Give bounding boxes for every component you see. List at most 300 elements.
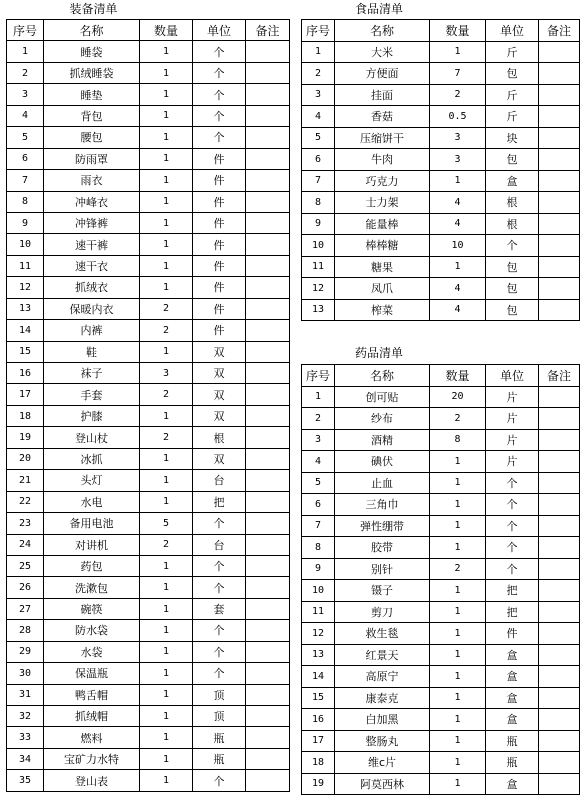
table-row bbox=[302, 192, 580, 214]
unit-cell: 包 bbox=[486, 256, 539, 278]
remark-cell bbox=[246, 577, 290, 598]
quantity-cell: 1 bbox=[140, 663, 193, 684]
medicine-table bbox=[301, 364, 580, 795]
name-cell: 对讲机 bbox=[44, 534, 140, 555]
remark-cell bbox=[246, 84, 290, 105]
table-row bbox=[302, 623, 580, 645]
unit-cell: 斤 bbox=[486, 41, 539, 63]
name-cell: 速干衣 bbox=[44, 255, 140, 276]
index-cell: 1 bbox=[7, 41, 44, 62]
remark-cell bbox=[246, 62, 290, 83]
unit-cell: 双 bbox=[193, 448, 246, 469]
quantity-cell: 5 bbox=[140, 513, 193, 534]
unit-cell: 个 bbox=[193, 577, 246, 598]
index-cell: 4 bbox=[302, 451, 335, 473]
name-cell: 高原宁 bbox=[335, 666, 430, 688]
name-cell: 保温瓶 bbox=[44, 663, 140, 684]
remark-cell bbox=[246, 491, 290, 512]
index-cell: 11 bbox=[302, 601, 335, 623]
remark-cell bbox=[246, 748, 290, 769]
quantity-cell: 2 bbox=[430, 558, 486, 580]
food-list-title: 食品清单 bbox=[354, 2, 403, 16]
remark-cell bbox=[246, 620, 290, 641]
remark-cell bbox=[539, 666, 580, 688]
quantity-cell: 1 bbox=[430, 730, 486, 752]
remark-cell bbox=[246, 170, 290, 191]
table-row bbox=[302, 84, 580, 106]
name-cell: 酒精 bbox=[335, 429, 430, 451]
table-header-row bbox=[7, 20, 290, 41]
remark-cell bbox=[539, 278, 580, 300]
table-row bbox=[302, 644, 580, 666]
index-cell: 10 bbox=[302, 235, 335, 257]
name-cell: 备用电池 bbox=[44, 513, 140, 534]
table-row bbox=[7, 513, 290, 534]
table-row bbox=[7, 255, 290, 276]
index-cell: 13 bbox=[302, 299, 335, 321]
index-cell: 33 bbox=[7, 727, 44, 748]
table-row bbox=[7, 363, 290, 384]
name-cell: 大米 bbox=[335, 41, 430, 63]
header-remark: 备注 bbox=[539, 20, 580, 42]
remark-cell bbox=[539, 63, 580, 85]
quantity-cell: 2 bbox=[140, 384, 193, 405]
name-cell: 水电 bbox=[44, 491, 140, 512]
quantity-cell: 1 bbox=[140, 448, 193, 469]
name-cell: 纱布 bbox=[335, 408, 430, 430]
header-remark: 备注 bbox=[539, 365, 580, 387]
table-row bbox=[7, 555, 290, 576]
quantity-cell: 2 bbox=[430, 408, 486, 430]
index-cell: 8 bbox=[7, 191, 44, 212]
unit-cell: 把 bbox=[193, 491, 246, 512]
name-cell: 鸭舌帽 bbox=[44, 684, 140, 705]
name-cell: 冲锋裤 bbox=[44, 212, 140, 233]
quantity-cell: 1 bbox=[140, 727, 193, 748]
index-cell: 19 bbox=[302, 773, 335, 795]
unit-cell: 个 bbox=[193, 641, 246, 662]
header-index: 序号 bbox=[302, 365, 335, 387]
index-cell: 20 bbox=[7, 448, 44, 469]
table-row bbox=[302, 127, 580, 149]
name-cell: 创可贴 bbox=[335, 386, 430, 408]
quantity-cell: 1 bbox=[430, 256, 486, 278]
quantity-cell: 20 bbox=[430, 386, 486, 408]
remark-cell bbox=[246, 470, 290, 491]
quantity-cell: 1 bbox=[430, 687, 486, 709]
table-row bbox=[302, 601, 580, 623]
name-cell: 胶带 bbox=[335, 537, 430, 559]
index-cell: 1 bbox=[302, 41, 335, 63]
table-row bbox=[7, 534, 290, 555]
quantity-cell: 1 bbox=[430, 623, 486, 645]
remark-cell bbox=[246, 148, 290, 169]
name-cell: 燃料 bbox=[44, 727, 140, 748]
quantity-cell: 2 bbox=[430, 84, 486, 106]
remark-cell bbox=[246, 234, 290, 255]
quantity-cell: 1 bbox=[140, 191, 193, 212]
unit-cell: 包 bbox=[486, 63, 539, 85]
unit-cell: 个 bbox=[193, 62, 246, 83]
unit-cell: 个 bbox=[486, 515, 539, 537]
index-cell: 8 bbox=[302, 192, 335, 214]
quantity-cell: 1 bbox=[140, 105, 193, 126]
remark-cell bbox=[246, 684, 290, 705]
remark-cell bbox=[539, 235, 580, 257]
index-cell: 27 bbox=[7, 598, 44, 619]
remark-cell bbox=[539, 494, 580, 516]
quantity-cell: 7 bbox=[430, 63, 486, 85]
remark-cell bbox=[539, 41, 580, 63]
name-cell: 别针 bbox=[335, 558, 430, 580]
unit-cell: 瓶 bbox=[193, 748, 246, 769]
remark-cell bbox=[246, 534, 290, 555]
table-row bbox=[302, 515, 580, 537]
unit-cell: 个 bbox=[486, 558, 539, 580]
name-cell: 红景天 bbox=[335, 644, 430, 666]
remark-cell bbox=[246, 298, 290, 319]
name-cell: 压缩饼干 bbox=[335, 127, 430, 149]
table-row bbox=[7, 684, 290, 705]
index-cell: 3 bbox=[7, 84, 44, 105]
unit-cell: 件 bbox=[193, 298, 246, 319]
header-index: 序号 bbox=[7, 20, 44, 41]
index-cell: 28 bbox=[7, 620, 44, 641]
quantity-cell: 3 bbox=[430, 127, 486, 149]
unit-cell: 瓶 bbox=[193, 727, 246, 748]
quantity-cell: 1 bbox=[140, 555, 193, 576]
name-cell: 凤爪 bbox=[335, 278, 430, 300]
quantity-cell: 4 bbox=[430, 299, 486, 321]
index-cell: 25 bbox=[7, 555, 44, 576]
quantity-cell: 1 bbox=[140, 277, 193, 298]
name-cell: 宝矿力水特 bbox=[44, 748, 140, 769]
quantity-cell: 1 bbox=[430, 773, 486, 795]
header-unit: 单位 bbox=[486, 20, 539, 42]
unit-cell: 包 bbox=[486, 299, 539, 321]
unit-cell: 顶 bbox=[193, 706, 246, 727]
unit-cell: 个 bbox=[193, 555, 246, 576]
quantity-cell: 1 bbox=[430, 41, 486, 63]
remark-cell bbox=[539, 170, 580, 192]
quantity-cell: 1 bbox=[140, 706, 193, 727]
index-cell: 6 bbox=[302, 149, 335, 171]
table-row bbox=[7, 62, 290, 83]
remark-cell bbox=[539, 537, 580, 559]
quantity-cell: 4 bbox=[430, 213, 486, 235]
table-header-row bbox=[302, 20, 580, 42]
remark-cell bbox=[246, 706, 290, 727]
name-cell: 救生毯 bbox=[335, 623, 430, 645]
remark-cell bbox=[539, 752, 580, 774]
name-cell: 士力架 bbox=[335, 192, 430, 214]
remark-cell bbox=[539, 256, 580, 278]
table-row bbox=[302, 666, 580, 688]
name-cell: 能量棒 bbox=[335, 213, 430, 235]
quantity-cell: 2 bbox=[140, 534, 193, 555]
remark-cell bbox=[539, 127, 580, 149]
remark-cell bbox=[246, 255, 290, 276]
remark-cell bbox=[539, 644, 580, 666]
unit-cell: 个 bbox=[193, 127, 246, 148]
quantity-cell: 4 bbox=[430, 278, 486, 300]
table-row bbox=[302, 408, 580, 430]
table-row bbox=[302, 687, 580, 709]
index-cell: 8 bbox=[302, 537, 335, 559]
quantity-cell: 1 bbox=[430, 170, 486, 192]
unit-cell: 根 bbox=[486, 213, 539, 235]
remark-cell bbox=[246, 384, 290, 405]
unit-cell: 件 bbox=[193, 191, 246, 212]
table-row bbox=[302, 429, 580, 451]
food-table bbox=[301, 19, 580, 321]
index-cell: 16 bbox=[7, 363, 44, 384]
remark-cell bbox=[246, 598, 290, 619]
name-cell: 棒棒糖 bbox=[335, 235, 430, 257]
unit-cell: 盒 bbox=[486, 170, 539, 192]
quantity-cell: 4 bbox=[430, 192, 486, 214]
index-cell: 12 bbox=[302, 278, 335, 300]
quantity-cell: 1 bbox=[430, 494, 486, 516]
quantity-cell: 1 bbox=[140, 255, 193, 276]
remark-cell bbox=[246, 513, 290, 534]
unit-cell: 双 bbox=[193, 405, 246, 426]
quantity-cell: 1 bbox=[430, 752, 486, 774]
name-cell: 整肠丸 bbox=[335, 730, 430, 752]
name-cell: 抓绒睡袋 bbox=[44, 62, 140, 83]
remark-cell bbox=[539, 515, 580, 537]
table-row bbox=[7, 212, 290, 233]
index-cell: 6 bbox=[7, 148, 44, 169]
table-row bbox=[302, 106, 580, 128]
unit-cell: 片 bbox=[486, 408, 539, 430]
name-cell: 糖果 bbox=[335, 256, 430, 278]
remark-cell bbox=[246, 105, 290, 126]
name-cell: 香菇 bbox=[335, 106, 430, 128]
table-row bbox=[7, 641, 290, 662]
name-cell: 水袋 bbox=[44, 641, 140, 662]
index-cell: 22 bbox=[7, 491, 44, 512]
quantity-cell: 1 bbox=[140, 620, 193, 641]
quantity-cell: 1 bbox=[430, 601, 486, 623]
table-row bbox=[7, 84, 290, 105]
unit-cell: 根 bbox=[486, 192, 539, 214]
name-cell: 三角巾 bbox=[335, 494, 430, 516]
index-cell: 18 bbox=[302, 752, 335, 774]
unit-cell: 个 bbox=[486, 494, 539, 516]
unit-cell: 双 bbox=[193, 341, 246, 362]
name-cell: 防水袋 bbox=[44, 620, 140, 641]
quantity-cell: 1 bbox=[140, 234, 193, 255]
index-cell: 14 bbox=[302, 666, 335, 688]
remark-cell bbox=[539, 106, 580, 128]
remark-cell bbox=[246, 427, 290, 448]
header-unit: 单位 bbox=[486, 365, 539, 387]
unit-cell: 个 bbox=[193, 620, 246, 641]
index-cell: 12 bbox=[7, 277, 44, 298]
index-cell: 35 bbox=[7, 770, 44, 791]
table-row bbox=[7, 470, 290, 491]
unit-cell: 个 bbox=[193, 84, 246, 105]
unit-cell: 件 bbox=[193, 234, 246, 255]
header-name: 名称 bbox=[44, 20, 140, 41]
name-cell: 登山表 bbox=[44, 770, 140, 791]
quantity-cell: 1 bbox=[140, 212, 193, 233]
index-cell: 2 bbox=[7, 62, 44, 83]
unit-cell: 把 bbox=[486, 580, 539, 602]
index-cell: 15 bbox=[7, 341, 44, 362]
unit-cell: 个 bbox=[486, 235, 539, 257]
table-row bbox=[302, 386, 580, 408]
table-row bbox=[7, 727, 290, 748]
remark-cell bbox=[539, 558, 580, 580]
remark-cell bbox=[246, 641, 290, 662]
unit-cell: 盒 bbox=[486, 666, 539, 688]
index-cell: 9 bbox=[302, 213, 335, 235]
index-cell: 13 bbox=[7, 298, 44, 319]
unit-cell: 斤 bbox=[486, 106, 539, 128]
header-unit: 单位 bbox=[193, 20, 246, 41]
quantity-cell: 10 bbox=[430, 235, 486, 257]
unit-cell: 把 bbox=[486, 601, 539, 623]
table-row bbox=[302, 537, 580, 559]
index-cell: 19 bbox=[7, 427, 44, 448]
remark-cell bbox=[246, 363, 290, 384]
unit-cell: 件 bbox=[193, 148, 246, 169]
name-cell: 阿莫西林 bbox=[335, 773, 430, 795]
quantity-cell: 1 bbox=[430, 709, 486, 731]
remark-cell bbox=[539, 408, 580, 430]
unit-cell: 个 bbox=[193, 105, 246, 126]
index-cell: 7 bbox=[302, 170, 335, 192]
index-cell: 26 bbox=[7, 577, 44, 598]
remark-cell bbox=[539, 709, 580, 731]
unit-cell: 个 bbox=[486, 472, 539, 494]
index-cell: 23 bbox=[7, 513, 44, 534]
unit-cell: 双 bbox=[193, 363, 246, 384]
equipment-list-title: 装备清单 bbox=[69, 2, 118, 16]
name-cell: 镊子 bbox=[335, 580, 430, 602]
name-cell: 冰抓 bbox=[44, 448, 140, 469]
unit-cell: 件 bbox=[193, 255, 246, 276]
name-cell: 巧克力 bbox=[335, 170, 430, 192]
table-row bbox=[7, 127, 290, 148]
table-row bbox=[7, 448, 290, 469]
remark-cell bbox=[539, 213, 580, 235]
unit-cell: 瓶 bbox=[486, 730, 539, 752]
quantity-cell: 1 bbox=[140, 341, 193, 362]
quantity-cell: 1 bbox=[430, 537, 486, 559]
remark-cell bbox=[246, 191, 290, 212]
index-cell: 1 bbox=[302, 386, 335, 408]
table-row bbox=[302, 580, 580, 602]
table-row bbox=[7, 663, 290, 684]
quantity-cell: 1 bbox=[140, 748, 193, 769]
remark-cell bbox=[539, 472, 580, 494]
index-cell: 12 bbox=[302, 623, 335, 645]
table-row bbox=[7, 298, 290, 319]
index-cell: 7 bbox=[302, 515, 335, 537]
table-header-row bbox=[302, 365, 580, 387]
remark-cell bbox=[246, 212, 290, 233]
name-cell: 剪刀 bbox=[335, 601, 430, 623]
index-cell: 32 bbox=[7, 706, 44, 727]
quantity-cell: 1 bbox=[140, 770, 193, 791]
remark-cell bbox=[246, 277, 290, 298]
table-row bbox=[302, 709, 580, 731]
remark-cell bbox=[246, 320, 290, 341]
index-cell: 21 bbox=[7, 470, 44, 491]
quantity-cell: 2 bbox=[140, 298, 193, 319]
name-cell: 方便面 bbox=[335, 63, 430, 85]
index-cell: 6 bbox=[302, 494, 335, 516]
quantity-cell: 1 bbox=[430, 644, 486, 666]
name-cell: 睡垫 bbox=[44, 84, 140, 105]
unit-cell: 片 bbox=[486, 451, 539, 473]
table-row bbox=[7, 170, 290, 191]
unit-cell: 个 bbox=[193, 513, 246, 534]
name-cell: 睡袋 bbox=[44, 41, 140, 62]
name-cell: 速干裤 bbox=[44, 234, 140, 255]
index-cell: 11 bbox=[7, 255, 44, 276]
header-remark: 备注 bbox=[246, 20, 290, 41]
header-name: 名称 bbox=[335, 365, 430, 387]
unit-cell: 个 bbox=[193, 770, 246, 791]
index-cell: 34 bbox=[7, 748, 44, 769]
table-row bbox=[7, 706, 290, 727]
table-row bbox=[7, 405, 290, 426]
quantity-cell: 1 bbox=[140, 148, 193, 169]
unit-cell: 盒 bbox=[486, 709, 539, 731]
name-cell: 护膝 bbox=[44, 405, 140, 426]
table-row bbox=[7, 384, 290, 405]
name-cell: 挂面 bbox=[335, 84, 430, 106]
quantity-cell: 1 bbox=[140, 405, 193, 426]
remark-cell bbox=[246, 770, 290, 791]
remark-cell bbox=[246, 127, 290, 148]
index-cell: 16 bbox=[302, 709, 335, 731]
quantity-cell: 2 bbox=[140, 320, 193, 341]
quantity-cell: 1 bbox=[140, 470, 193, 491]
remark-cell bbox=[539, 773, 580, 795]
name-cell: 袜子 bbox=[44, 363, 140, 384]
quantity-cell: 2 bbox=[140, 427, 193, 448]
unit-cell: 个 bbox=[486, 537, 539, 559]
remark-cell bbox=[539, 580, 580, 602]
quantity-cell: 1 bbox=[140, 491, 193, 512]
unit-cell: 盒 bbox=[486, 773, 539, 795]
name-cell: 手套 bbox=[44, 384, 140, 405]
index-cell: 5 bbox=[7, 127, 44, 148]
remark-cell bbox=[539, 451, 580, 473]
index-cell: 4 bbox=[302, 106, 335, 128]
table-row bbox=[302, 235, 580, 257]
remark-cell bbox=[246, 663, 290, 684]
unit-cell: 台 bbox=[193, 470, 246, 491]
table-row bbox=[7, 598, 290, 619]
unit-cell: 个 bbox=[193, 663, 246, 684]
table-row bbox=[7, 427, 290, 448]
index-cell: 30 bbox=[7, 663, 44, 684]
table-row bbox=[302, 63, 580, 85]
unit-cell: 包 bbox=[486, 149, 539, 171]
table-row bbox=[302, 558, 580, 580]
unit-cell: 盒 bbox=[486, 687, 539, 709]
index-cell: 17 bbox=[7, 384, 44, 405]
remark-cell bbox=[246, 405, 290, 426]
table-row bbox=[302, 773, 580, 795]
remark-cell bbox=[539, 601, 580, 623]
